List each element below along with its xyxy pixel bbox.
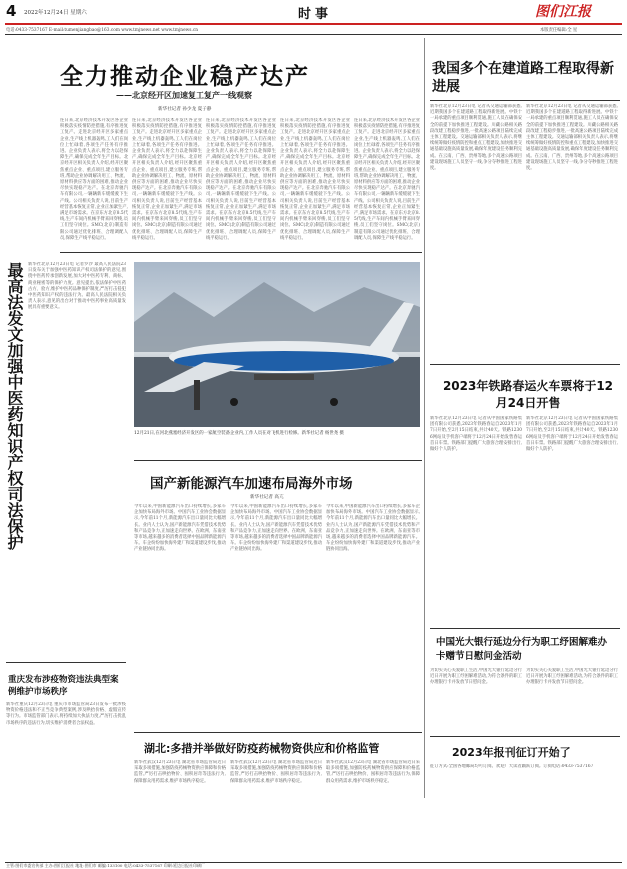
bank-body-col1: 为切实关心关爱职工生活,中国光大银行延边分行近日开展为职工纾困解难活动,为符合条件的职工办理银行卡并发放节日慰问金。 (430, 668, 522, 686)
column-divider (424, 38, 425, 798)
case-body: 新华社重庆12月23日电 重庆市市场监管局23日发布一批涉疫物资价格违法和不正当竞争典型案例,涉及哄抬价格、虚假宣传等行为。市场监管部门表示,将持续加大执法力度,严厉打击扰乱市场秩序的违法行为,切实维护消费者合法权益。 (6, 702, 126, 726)
road-headline-rule (430, 100, 620, 101)
masthead-rule (5, 23, 622, 25)
masthead-thin-rule (5, 34, 622, 35)
rail-body-col2: 新华社北京12月23日电 记者从中国国家铁路集团有限公司获悉,2023年铁路春运自2023年1月7日开始,至2月15日结束,共计40天。铁路12306网站及手机客户端将于12月24日开始发售春运首日车票。铁路部门提醒广大旅客合理安排出行,做好个人防护。 (526, 416, 618, 453)
news-photo (134, 262, 420, 427)
nev-byline: 新华社记者 高亢 (250, 495, 284, 500)
contact-line: 电话:0433-7537167 E-mail:tumenjiangbao@163.com www.tmjnews.net www.tmjnews.cn (6, 28, 199, 33)
editor-credit: 本版责任编辑:全 星 (540, 28, 578, 33)
nev-body-col1: 今年以来,中国新能源汽车出口持续增长,多家车企加快布局海外市场。中国汽车工业协会数据显示,今年前11个月,新能源汽车出口量同比大幅增长。业内人士认为,国产新能源汽车凭借技术优势和产品竞争力,正加速走向世界。在欧洲、东南亚等市场,越来越多的消费者选择中国品牌新能源汽车。车企纷纷加快海外建厂和渠道建设步伐,推动产业链协同出海。 (134, 504, 226, 553)
section-title: 时事 (298, 7, 333, 22)
lead-headline: 全力推动企业稳产达产 (60, 64, 310, 90)
bank-top-rule (430, 628, 620, 629)
aircraft-scene (134, 262, 420, 427)
hubei-top-rule (134, 732, 422, 733)
rail-top-rule (430, 364, 620, 365)
case-headline: 重庆发布涉疫物资违法典型案例维护市场秩序 (8, 675, 119, 697)
lead-subheadline: ——北京经开区加速复工复产一线观察 (116, 90, 252, 100)
rail-headline: 2023年铁路春运火车票将于12月24日开售 (442, 379, 614, 410)
lead-body-col3: 连日来,北京经济技术开发区各企业积极落实疫情防控措施,有序推进复工复产。走进北京经开区多家重点企业,生产线上机器轰鸣,工人们在岗位上忙碌着,各项生产任务有序推进。企业负责人表示,将全力以赴保障生产,确保完成全年生产目标。北京经开区相关负责人介绍,经开区聚焦重点企业、重点项目,建立服务专班,帮助企业协调解决用工、物流、原材料供应等方面的困难,推动企业尽快实现稳产达产。在北京奔驰汽车有限公司,一辆辆新车缓缓驶下生产线。公司相关负责人说,目前生产经营基本恢复正常,企业正加紧生产,满足市场需求。在京东方北京8.5代线,生产车间内机械手臂来回穿梭,员工们坚守岗位。SMC(北京)制造有限公司通过优化排班、合理调配人员,保障生产线平稳运行。 (206, 118, 276, 241)
bank-body-col2: 为切实关心关爱职工生活,中国光大银行延边分行近日开展为职工纾困解难活动,为符合条件的职工办理银行卡并发放节日慰问金。 (526, 668, 618, 686)
road-body-col1: 新华社北京12月23日电 记者从交通运输部获悉,近期我国多个在建道路工程取得新进展。中铁十一局承建的重点项目顺利贯通,施工人员在确保安全的前提下加快推进工程建设。川藏公路相关路段改建工程稳步推进,一批高速公路项目陆续完成主体工程建设。交通运输部相关负责人表示,将继续统筹做好疫情防控和重点工程建设,加快推进交通基础设施高质量发展,确保年度建设任务顺利完成。在云南、广西、贵州等地,多个高速公路项目建设现场施工人员坚守一线,争分夺秒推进工程进度。 (430, 104, 522, 172)
hubei-headline: 湖北:多措并举做好防疫药械物资供应和价格监管 (144, 742, 380, 755)
lead-body-col2: 连日来,北京经济技术开发区各企业积极落实疫情防控措施,有序推进复工复产。走进北京经开区多家重点企业,生产线上机器轰鸣,工人们在岗位上忙碌着,各项生产任务有序推进。企业负责人表示,将全力以赴保障生产,确保完成全年生产目标。北京经开区相关负责人介绍,经开区聚焦重点企业、重点项目,建立服务专班,帮助企业协调解决用工、物流、原材料供应等方面的困难,推动企业尽快实现稳产达产。在北京奔驰汽车有限公司,一辆辆新车缓缓驶下生产线。公司相关负责人说,目前生产经营基本恢复正常,企业正加紧生产,满足市场需求。在京东方北京8.5代线,生产车间内机械手臂来回穿梭,员工们坚守岗位。SMC(北京)制造有限公司通过优化排班、合理调配人员,保障生产线平稳运行。 (132, 118, 202, 241)
court-headline: 最高法发文加强中医药知识产权司法保护 (5, 262, 24, 550)
photo-caption: 12月21日,在河北燕塞经济开发区的一家航空装备企业内,工作人员在对飞机进行检修。新华社记者 杨世尧 摄 (134, 431, 344, 436)
road-body-col2: 新华社北京12月23日电 记者从交通运输部获悉,近期我国多个在建道路工程取得新进展。中铁十一局承建的重点项目顺利贯通,施工人员在确保安全的前提下加快推进工程建设。川藏公路相关路段改建工程稳步推进,一批高速公路项目陆续完成主体工程建设。交通运输部相关负责人表示,将继续统筹做好疫情防控和重点工程建设,加快推进交通基础设施高质量发展,确保年度建设任务顺利完成。在云南、广西、贵州等地,多个高速公路项目建设现场施工人员坚守一线,争分夺秒推进工程进度。 (526, 104, 618, 172)
case-top-rule (6, 662, 126, 663)
road-headline: 我国多个在建道路工程取得新进展 (432, 61, 614, 95)
hubei-body-col3: 新华社武汉12月23日电 湖北省市场监管局近日采取多项措施,加强防疫药械物资供应保障和价格监管,严厉打击哄抬物价、囤积居奇等违法行为,保障群众用药需求,维护市场秩序稳定。 (326, 760, 420, 784)
lead-body-col5: 连日来,北京经济技术开发区各企业积极落实疫情防控措施,有序推进复工复产。走进北京经开区多家重点企业,生产线上机器轰鸣,工人们在岗位上忙碌着,各项生产任务有序推进。企业负责人表示,将全力以赴保障生产,确保完成全年生产目标。北京经开区相关负责人介绍,经开区聚焦重点企业、重点项目,建立服务专班,帮助企业协调解决用工、物流、原材料供应等方面的困难,推动企业尽快实现稳产达产。在北京奔驰汽车有限公司,一辆辆新车缓缓驶下生产线。公司相关负责人说,目前生产经营基本恢复正常,企业正加紧生产,满足市场需求。在京东方北京8.5代线,生产车间内机械手臂来回穿梭,员工们坚守岗位。SMC(北京)制造有限公司通过优化排班、合理调配人员,保障生产线平稳运行。 (354, 118, 420, 241)
nev-body-col2: 今年以来,中国新能源汽车出口持续增长,多家车企加快布局海外市场。中国汽车工业协会数据显示,今年前11个月,新能源汽车出口量同比大幅增长。业内人士认为,国产新能源汽车凭借技术优势和产品竞争力,正加速走向世界。在欧洲、东南亚等市场,越来越多的消费者选择中国品牌新能源汽车。车企纷纷加快海外建厂和渠道建设步伐,推动产业链协同出海。 (230, 504, 322, 553)
subscribe-body: 征订方式:全国各地邮局均可订阅。欢迎广大读者踊跃订阅。订阅电话:0433-7537167 (430, 764, 594, 769)
photo-bottom-rule (134, 460, 422, 461)
page-number: 4 (6, 2, 17, 20)
bank-headline: 中国光大银行延边分行为职工纾困解难办卡赠节日慰问金活动 (436, 637, 608, 662)
lead-bottom-rule (60, 252, 422, 253)
lead-byline: 新华社记者 孙少龙 夏子静 (158, 107, 212, 112)
issue-date: 2022年12月24日 星期六 (24, 10, 87, 16)
subscribe-top-rule (430, 736, 620, 737)
court-body: 新华社北京12月23日电 记者罗沙 最高人民法院23日发布关于加强中医药知识产权司法保护的意见,围绕中医药传承创新发展,加大对中医药专利、商标、商业秘密等的保护力度。意见提出,依法保护中医药古方、验方,维护中医药品种保护制度,严厉打击侵犯中医药知识产权的违法行为。最高人民法院相关负责人表示,意见的出台对于推动中医药事业高质量发展具有重要意义。 (28, 262, 126, 311)
hubei-body-col1: 新华社武汉12月23日电 湖北省市场监管局近日采取多项措施,加强防疫药械物资供应保障和价格监管,严厉打击哄抬物价、囤积居奇等违法行为,保障群众用药需求,维护市场秩序稳定。 (134, 760, 226, 784)
hubei-body-col2: 新华社武汉12月23日电 湖北省市场监管局近日采取多项措施,加强防疫药械物资供应保障和价格监管,严厉打击哄抬物价、囤积居奇等违法行为,保障群众用药需求,维护市场秩序稳定。 (230, 760, 322, 784)
nev-headline: 国产新能源汽车加速布局海外市场 (150, 476, 353, 492)
footer-info: 主管:图们市委宣传部 主办:图们江报社 地址:图们市 邮编:133100 电话:0433-7537167 印刷:延边日报社印刷厂 (6, 863, 206, 868)
subscribe-headline: 2023年报刊征订开始了 (452, 746, 571, 759)
masthead-logo: 图们江报 (535, 4, 591, 20)
lead-body-col1: 连日来,北京经济技术开发区各企业积极落实疫情防控措施,有序推进复工复产。走进北京经开区多家重点企业,生产线上机器轰鸣,工人们在岗位上忙碌着,各项生产任务有序推进。企业负责人表示,将全力以赴保障生产,确保完成全年生产目标。北京经开区相关负责人介绍,经开区聚焦重点企业、重点项目,建立服务专班,帮助企业协调解决用工、物流、原材料供应等方面的困难,推动企业尽快实现稳产达产。在北京奔驰汽车有限公司,一辆辆新车缓缓驶下生产线。公司相关负责人说,目前生产经营基本恢复正常,企业正加紧生产,满足市场需求。在京东方北京8.5代线,生产车间内机械手臂来回穿梭,员工们坚守岗位。SMC(北京)制造有限公司通过优化排班、合理调配人员,保障生产线平稳运行。 (60, 118, 128, 241)
lead-body-col4: 连日来,北京经济技术开发区各企业积极落实疫情防控措施,有序推进复工复产。走进北京经开区多家重点企业,生产线上机器轰鸣,工人们在岗位上忙碌着,各项生产任务有序推进。企业负责人表示,将全力以赴保障生产,确保完成全年生产目标。北京经开区相关负责人介绍,经开区聚焦重点企业、重点项目,建立服务专班,帮助企业协调解决用工、物流、原材料供应等方面的困难,推动企业尽快实现稳产达产。在北京奔驰汽车有限公司,一辆辆新车缓缓驶下生产线。公司相关负责人说,目前生产经营基本恢复正常,企业正加紧生产,满足市场需求。在京东方北京8.5代线,生产车间内机械手臂来回穿梭,员工们坚守岗位。SMC(北京)制造有限公司通过优化排班、合理调配人员,保障生产线平稳运行。 (280, 118, 350, 241)
rail-body-col1: 新华社北京12月23日电 记者从中国国家铁路集团有限公司获悉,2023年铁路春运自2023年1月7日开始,至2月15日结束,共计40天。铁路12306网站及手机客户端将于12月24日开始发售春运首日车票。铁路部门提醒广大旅客合理安排出行,做好个人防护。 (430, 416, 522, 453)
nev-body-col3: 今年以来,中国新能源汽车出口持续增长,多家车企加快布局海外市场。中国汽车工业协会数据显示,今年前11个月,新能源汽车出口量同比大幅增长。业内人士认为,国产新能源汽车凭借技术优势和产品竞争力,正加速走向世界。在欧洲、东南亚等市场,越来越多的消费者选择中国品牌新能源汽车。车企纷纷加快海外建厂和渠道建设步伐,推动产业链协同出海。 (326, 504, 420, 553)
